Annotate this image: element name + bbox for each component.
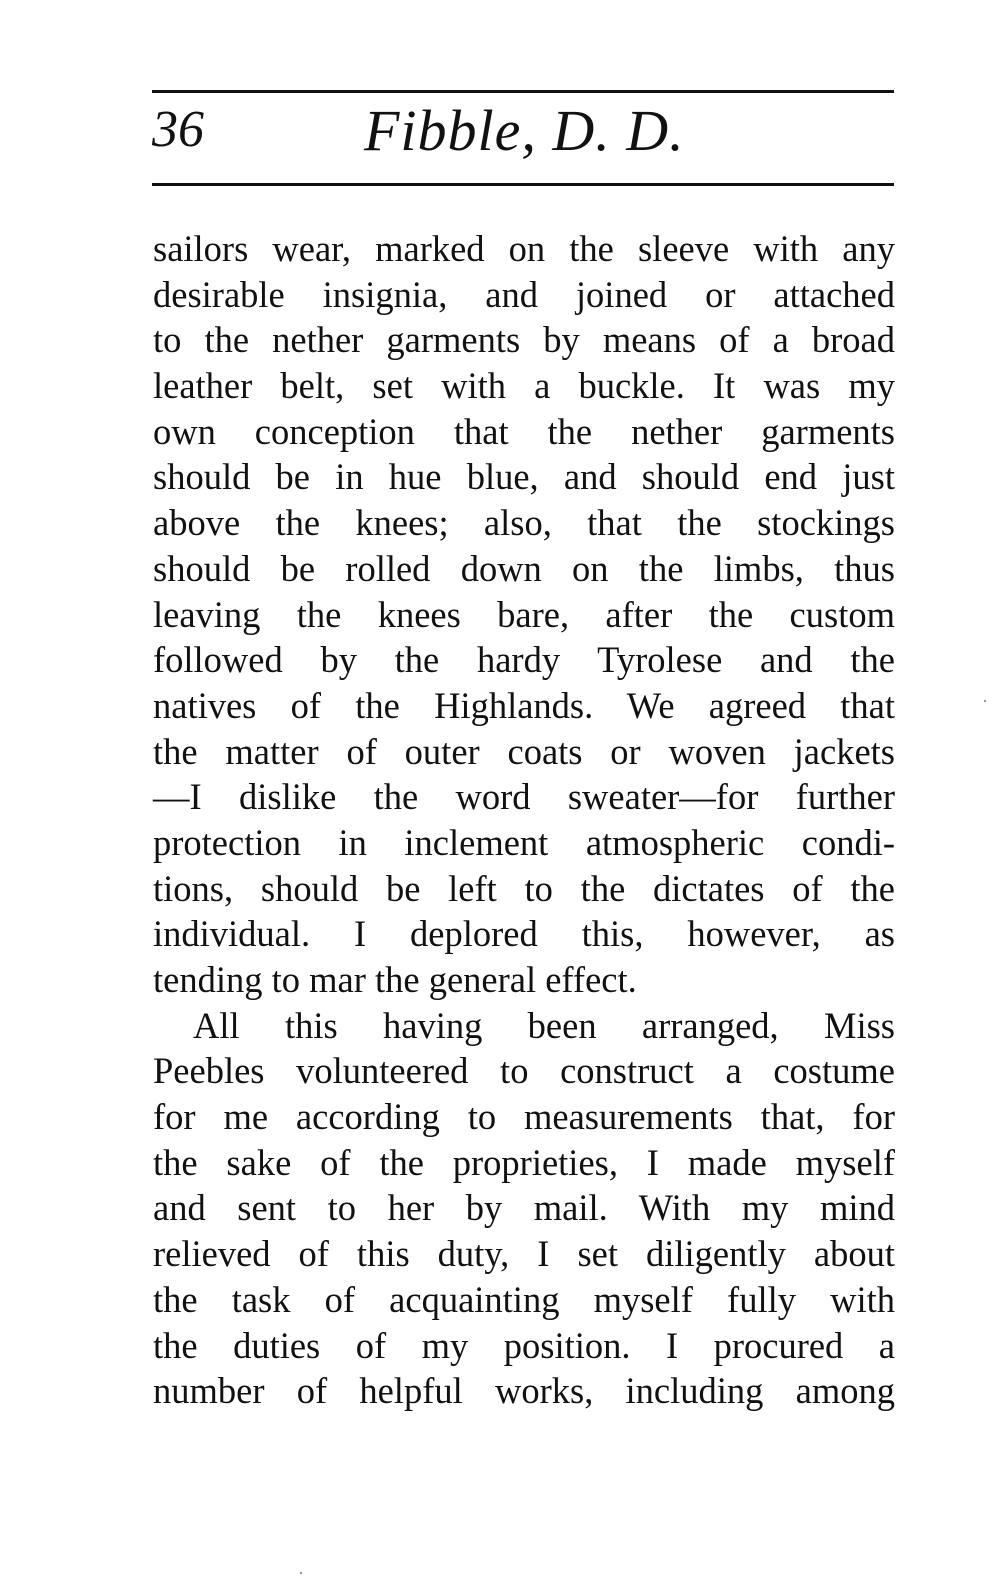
print-speck [984,700,986,702]
text-line: tending to mar the general effect. [153,959,637,1000]
text-line: should be in hue blue, and should end just [153,456,895,498]
print-speck [300,1572,302,1574]
running-title: Fibble, D. D. [364,98,685,163]
text-line: for me according to measurements that, for [153,1096,895,1138]
text-line: leaving the knees bare, after the custom [153,593,895,635]
text-line: should be rolled down on the limbs, thus [153,547,895,589]
paragraph-2 [153,1003,895,1414]
text-line: number of helpful works, including among [153,1370,895,1412]
paragraph-1 [153,226,895,1003]
body-text [153,226,895,1414]
text-line: above the knees; also, that the stockings [153,502,895,544]
text-line: the sake of the proprieties, I made myself [153,1141,895,1183]
header-rule-bottom [152,183,894,186]
text-line: natives of the Highlands. We agreed that [153,684,895,726]
page-number: 36 [152,101,204,158]
text-line: protection in inclement atmospheric condi- [153,821,895,863]
text-line: —I dislike the word sweater—for further [153,776,895,818]
running-head [152,98,894,178]
text-line: individual. I deplored this, however, as [153,913,895,955]
text-line: desirable insignia, and joined or attached [153,273,895,315]
text-line: sailors wear, marked on the sleeve with any [153,228,895,269]
text-line: All this having been arranged, Miss [193,1004,895,1046]
text-line: own conception that the nether garments [153,410,895,452]
text-line: to the nether garments by means of a broad [153,319,895,361]
text-line: the task of acquainting myself fully with [153,1278,895,1320]
text-line: the duties of my position. I procured a [153,1324,895,1366]
text-line: the matter of outer coats or woven jackets [153,730,895,772]
text-line: followed by the hardy Tyrolese and the [153,639,895,681]
text-line: and sent to her by mail. With my mind [153,1187,895,1229]
text-line: leather belt, set with a buckle. It was my [153,365,895,407]
text-line: Peebles volunteered to construct a costume [153,1050,895,1092]
text-line: relieved of this duty, I set diligently about [153,1233,895,1275]
header-rule-top [152,90,894,93]
text-line: tions, should be left to the dictates of the [153,867,895,909]
